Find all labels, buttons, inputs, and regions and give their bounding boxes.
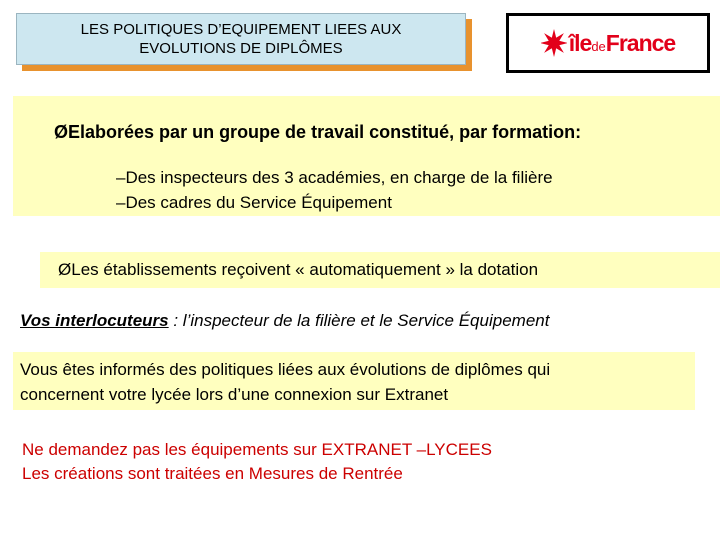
logo-text-ile: île bbox=[568, 29, 592, 56]
interlocuteurs-label: Vos interlocuteurs bbox=[20, 311, 169, 330]
warning-note-line-2: Les créations sont traitées en Mesures de Rentrée bbox=[22, 464, 403, 483]
page-title bbox=[16, 13, 466, 65]
dotation-text bbox=[58, 260, 538, 280]
extranet-info-line-1: Vous êtes informés des politiques liées aux évolutions de diplômes qui bbox=[20, 360, 551, 379]
list-item: –Des inspecteurs des 3 académies, en charge de la filière bbox=[116, 168, 553, 187]
working-group-heading-text: Elaborées par un groupe de travail constitué, par formation: bbox=[68, 122, 582, 142]
title-line-1: LES POLITIQUES D’EQUIPEMENT LIEES AUX bbox=[80, 21, 402, 38]
logo-text-de: de bbox=[591, 38, 606, 54]
logo-text bbox=[569, 30, 675, 57]
warning-note-line-1: Ne demandez pas les équipements sur EXTRANET –LYCEES bbox=[22, 440, 492, 459]
interlocuteurs-line bbox=[20, 311, 549, 331]
list-item: –Des cadres du Service Équipement bbox=[116, 193, 392, 212]
extranet-info-line-2: concernent votre lycée lors d’une connexion sur Extranet bbox=[20, 385, 449, 404]
arrow-bullet-icon: Ø bbox=[58, 260, 72, 279]
title-line-2: EVOLUTIONS DE DIPLÔMES bbox=[139, 40, 343, 57]
logo-text-france: France bbox=[605, 29, 676, 56]
arrow-bullet-icon: Ø bbox=[54, 122, 69, 142]
working-group-heading bbox=[54, 122, 581, 143]
ile-de-france-logo bbox=[506, 13, 710, 73]
dotation-text-body: Les établissements reçoivent « automatiquement » la dotation bbox=[71, 260, 539, 279]
star-icon bbox=[541, 28, 567, 58]
interlocuteurs-text: : l’inspecteur de la filière et le Service Équipement bbox=[168, 311, 550, 330]
